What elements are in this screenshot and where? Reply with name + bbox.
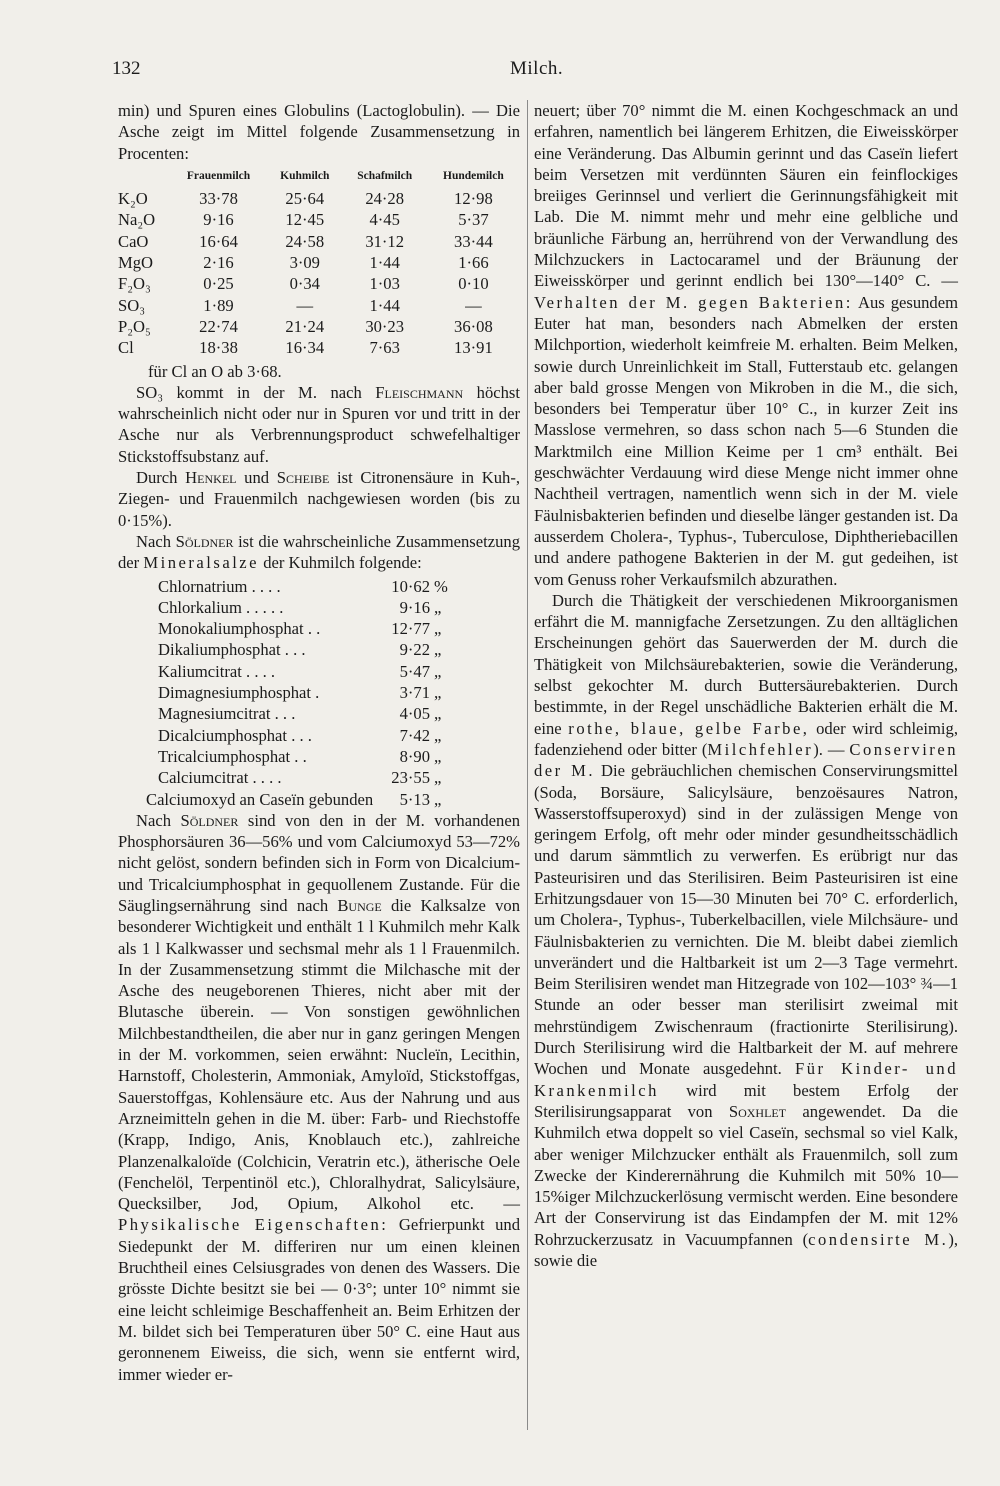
text-run: Aus gesundem Euter hat man, besonders nach Abmelken der ersten Milchportion, wiederholt keimfreie M. erhalten. Beim Melken, sowie durch Unreinlichkeit im Stall, Futterstaub etc. gelangen aber bald grosse Mengen von Mikroben in die M., die sich, besonders bei Temperatur über 10° C., in kurzer Zeit ins Masslose vermehren, so dass schon nach 5—6 Stunden die Marktmilch eine Million Keime per 1 cm³ enthält. Bei geschwächter Verdauung wird diese Menge nicht immer ohne Nachtheil vertragen, namentlich wenn sich in der M. viele Fäulnisbakterien befinden und dieselbe länger gestanden ist. Da ausserdem Cholera-, Typhus-, Tuberculose, Diphtheriebacillen und andere pathogene Bakterien in der M. gut gedeihen, ist vom Genuss roher Verkaufsmilch abzurathen.	[534, 292, 959, 589]
salt-value: 7·42	[399, 725, 430, 745]
spaced-term: Für Kinder- und Krankenmilch	[534, 1059, 958, 1100]
text-run: Durch die Thätigkeit der verschiedenen Mikroorganismen erfährt die M. mannigfache Zersetzungen. Zu den alltäglichen Erscheinungen gehört das Sauerwerden der M. durch die Thätigkeit von Milchsäurebakterien, sowie die Veränderung, selbst gekochter M. durch Buttersäurebakterien. Durch bestimmte, in der Regel unschädliche Bakterien erhält die M. eine	[534, 590, 958, 738]
value-cell: 30·23	[365, 316, 405, 336]
paragraph-citronensaeure	[118, 467, 520, 531]
salt-value: 4·05	[399, 704, 430, 724]
text-run: Die gebräuchlichen chemischen Conservirungsmittel (Soda, Borsäure, Salicylsäure, benzoësaures Natron, Wasserstoffsuperoxyd) sind in der zulässigen Menge von geringem Erfolg, oft mehr oder minder gesundheitsschädlich und darum sämmtlich zu verwerfen. Es erübrigt nur das Pasteurisiren und das Sterilisiren. Beim Pasteurisiren ist eine Erhitzungsdauer von 15—30 Minuten bei 70° C. erforderlich, um Cholera-, Typhus-, Tuberkelbacillen, viele Milchsäure- und Fäulnisbakterien zu vernichten. Die M. bleibt dabei ziemlich unverändert und die Haltbarkeit ist um 2—3 Tage vermehrt. Beim Sterilisiren wendet man Hitzegrade von 102—103° ¾—1 Stunde an oder besser man sterilisirt zweimal mit mehrstündigem Zwischenraum (fractionirte Sterilisirung). Durch Sterilisirung wird die Haltbarkeit der M. auf mehrere Wochen und Monate ausgedehnt.	[534, 761, 958, 1079]
formula-cell: MgO	[118, 253, 154, 273]
text-run: ist die wahrscheinliche Zusammensetzung der	[118, 531, 520, 573]
value-cell: 33·44	[454, 231, 493, 251]
salt-unit: „	[434, 661, 442, 681]
table-row	[158, 639, 458, 660]
value-cell: 5·37	[458, 210, 489, 230]
table-row	[158, 576, 458, 597]
salt-name: Chlorkalium . . . . .	[158, 597, 284, 617]
salt-value: 3·71	[399, 683, 430, 703]
paragraph-zersetzungen	[534, 590, 958, 1272]
value-cell: 25·64	[285, 189, 325, 209]
salt-unit: „	[434, 640, 442, 660]
salt-value: 5·47	[399, 661, 430, 681]
ash-table-header	[118, 166, 520, 188]
text-run: Nach	[136, 810, 181, 830]
salt-name: Calciumcitrat . . . .	[158, 768, 282, 788]
paragraph-erhitzen	[534, 100, 958, 590]
salt-value: 23·55	[391, 768, 430, 788]
value-cell: 4·45	[369, 210, 400, 230]
text-run: höchst wahrscheinlich nicht oder nur in Spuren vor und tritt in der Asche nur als Verbrennungsproduct schwefelhaltiger Stickstoffsubstanz auf.	[118, 382, 520, 466]
spaced-term: Conserviren der M.	[534, 739, 958, 781]
table-row	[118, 231, 520, 252]
value-cell: 3·09	[289, 253, 320, 273]
table-row	[118, 252, 520, 273]
formula-cell: F₂O₃	[118, 274, 151, 294]
text-run: ), sowie die	[534, 1229, 958, 1271]
value-cell: 0·34	[289, 274, 320, 294]
salt-name: Calciumoxyd an Caseïn gebunden	[146, 789, 374, 809]
value-cell: 9·16	[203, 210, 234, 230]
spaced-term: condensirte M.	[808, 1229, 949, 1249]
value-cell: 12·98	[454, 189, 493, 209]
value-cell: 16·64	[199, 231, 238, 251]
ash-header-hundemilch: Hundemilch	[443, 169, 504, 182]
salt-value: 10·62	[391, 576, 430, 596]
left-column	[118, 100, 520, 1385]
table-row	[118, 273, 520, 294]
value-cell: 1·03	[369, 274, 400, 294]
text-run: ). —	[813, 739, 850, 759]
ash-header-schafmilch: Schafmilch	[357, 169, 413, 182]
text-run: ist Citronensäure in Kuh-, Ziegen- und Frauenmilch nachgewiesen worden (bis zu 0·15%).	[118, 468, 521, 530]
formula-cell: Cl	[118, 338, 134, 358]
text-run: Durch	[136, 468, 186, 488]
salt-unit: „	[434, 597, 442, 617]
column-divider	[527, 100, 528, 1430]
table-row	[118, 209, 520, 230]
ash-table-body	[118, 188, 520, 358]
table-row	[158, 618, 458, 639]
text-run: neuert; über 70° nimmt die M. einen Kochgeschmack an und erfahren, namentlich bei längerem Erhitzen, die Eiweisskörper eine Veränderung. Das Albumin gerinnt und das Caseïn liefert beim Versetzen mit verdünnten Säuren ein feinflockiges breiiges Gerinnsel und verliert die Gerinnungsfähigkeit mit Lab. Die M. nimmt mehr und mehr eine gelbliche und bräunliche Färbung an, herrührend von der Verwandlung des Milchzuckers in Lactocaramel und der Bräunung der Eiweisskörper und gerinnt endlich bei 130°—140° C. —	[534, 101, 958, 291]
ash-header-blank	[118, 166, 170, 188]
value-cell: 7·63	[369, 338, 400, 358]
author-soeldner: Söldner	[175, 531, 234, 551]
value-cell: 16·34	[285, 338, 325, 358]
text-run: und	[236, 468, 277, 488]
table-row	[118, 188, 520, 209]
paragraph-so3	[118, 382, 520, 467]
table-row	[158, 682, 458, 703]
paragraph-phosphorsaeuren	[118, 810, 520, 1385]
text-run: wird mit bestem Erfolg der Sterilisirungsapparat von	[534, 1080, 958, 1121]
salt-name: Magnesiumcitrat . . .	[158, 704, 296, 724]
value-cell: 21·24	[285, 316, 325, 336]
formula-cell: K₂O	[118, 189, 148, 209]
salt-unit: „	[434, 704, 442, 724]
text-run: Gefrierpunkt und Siedepunkt der M. differiren nur um einen kleinen Bruchtheil eines Celsiusgrades von denen des Wassers. Die grösste Dichte besitzt sie bei — 0·3°; unter 10° nimmt sie eine leicht schleimige Beschaffenheit an. Beim Erhitzen der M. bildet sich bei Temperaturen über 50° C. eine Haut aus geronnenem Eiweiss, die sich, wenn sie entfernt wird, immer wieder er-	[118, 1215, 520, 1384]
running-title: Milch.	[510, 58, 564, 79]
salt-unit: %	[434, 576, 448, 596]
table-row	[158, 789, 458, 810]
author-soxhlet: Soxhlet	[728, 1101, 787, 1121]
salt-name: Chlornatrium . . . .	[158, 576, 281, 596]
value-cell: 1·89	[203, 295, 234, 315]
value-cell: 12·45	[285, 210, 325, 230]
table-row	[118, 295, 520, 316]
formula-cell: P₂O₅	[118, 316, 151, 336]
text-run: die Kalksalze von besonderer Wichtigkeit und enthält 1 l Kuhmilch mehr Kalk als 1 l Kalkwasser und sechsmal mehr als 1 l Frauenmilch. In der Zusammensetzung stimmt die Milchasche mit der Asche des neugeborenen Thieres, nicht aber mit der Blutasche überein. — Von sonstigen gewöhnlichen Milchbestandtheilen, die aber nur in ganz geringen Mengen in der M. vorkommen, seien erwähnt: Nucleïn, Lecithin, Harnstoff, Cholesterin, Ammoniak, Amyloïd, Stickstoffgas, Sauerstoffgas, Kohlensäure etc. Aus der Nahrung und aus Arzneimitteln gehen in die M. über: Farb- und Riechstoffe (Krapp, Indigo, Anis, Knoblauch etc.), zahlreiche Planzenalkaloïde (Colchicin, Veratrin etc.), ätherische Oele (Fenchelöl, Terpentinöl etc.), Chloralhydrat, Salicylsäure, Quecksilber, Jod, Opium, Alkohol etc. —	[118, 895, 520, 1214]
salt-name: Kaliumcitrat . . . .	[158, 661, 276, 681]
spaced-term: Milchfehler	[707, 739, 814, 759]
page-header	[112, 58, 960, 84]
salt-name: Dimagnesiumphosphat .	[158, 683, 320, 703]
salt-value: 9·22	[399, 640, 430, 660]
salt-value: 9·16	[399, 597, 430, 617]
text-run: angewendet. Da die Kuhmilch etwa doppelt so viel Caseïn, sechsmal so viel Kalk, aber weniger Milchzucker enthält als Frauenmilch, soll zum Zwecke der Kinderernährung die Kuhmilch mit 50% 10—15%iger Milchzuckerlösung vermischt werden. Eine besondere Art der Conservirung ist das Eindampfen der M. mit 12% Rohrzuckerzusatz in Vacuumpfannen (	[534, 1101, 958, 1249]
value-cell: 1·66	[458, 253, 489, 273]
value-cell: 0·25	[203, 274, 234, 294]
paragraph-mineralsalze	[118, 531, 520, 574]
salt-value: 8·90	[399, 746, 430, 766]
formula-cell: Na₂O	[118, 210, 156, 230]
value-cell: 22·74	[199, 316, 238, 336]
ash-composition-table	[118, 166, 520, 359]
value-cell: 0·10	[458, 274, 489, 294]
salt-name: Monokaliumphosphat . .	[158, 619, 321, 639]
table-row	[158, 597, 458, 618]
author-bunge: Bunge	[337, 895, 382, 915]
value-cell: 33·78	[199, 189, 238, 209]
spaced-term: rothe, blaue, gelbe Farbe,	[568, 718, 810, 738]
salt-name: Dikaliumphosphat . . .	[158, 640, 306, 660]
formula-cell: SO₃	[118, 295, 145, 315]
table-row	[158, 746, 458, 767]
salt-unit: „	[434, 619, 442, 639]
formula-cell: CaO	[118, 231, 149, 251]
text-run: oder wird schleimig, fadenziehend oder bitter (	[534, 718, 958, 759]
mineral-salts-table	[146, 576, 458, 810]
table-row	[158, 725, 458, 746]
text-run: Nach	[136, 531, 176, 551]
author-soeldner-2: Söldner	[180, 810, 239, 830]
table-row	[118, 337, 520, 358]
ash-header-frauenmilch: Frauenmilch	[186, 169, 251, 182]
salt-unit: „	[434, 725, 442, 745]
right-column	[534, 100, 958, 1271]
value-cell: 24·28	[365, 189, 405, 209]
table-row	[158, 661, 458, 682]
salt-unit: „	[434, 768, 442, 788]
salt-name: Dicalciumphosphat . . .	[158, 725, 312, 745]
salt-unit: „	[434, 683, 442, 703]
value-cell: 13·91	[454, 338, 493, 358]
value-cell: —	[296, 295, 314, 315]
author-scheibe: Scheibe	[276, 468, 330, 488]
table-row	[158, 703, 458, 724]
salt-value: 12·77	[391, 619, 430, 639]
spaced-term: Mineralsalze	[143, 553, 260, 573]
author-fleischmann: Fleischmann	[375, 382, 464, 402]
author-henkel: Henkel	[185, 468, 237, 488]
table-row	[158, 767, 458, 788]
text-run: der Kuhmilch folgende:	[259, 553, 422, 573]
spaced-term: Verhalten der M. gegen Bakterien:	[534, 292, 853, 312]
intro-paragraph: min) und Spuren eines Globulins (Lactoglobulin). — Die Asche zeigt im Mittel folgende Zusammensetzung in Procenten:	[118, 101, 520, 163]
value-cell: 36·08	[454, 316, 493, 336]
value-cell: 18·38	[199, 338, 238, 358]
table-row	[118, 316, 520, 337]
value-cell: 1·44	[369, 253, 400, 273]
salt-unit: „	[434, 746, 442, 766]
salt-name: Tricalciumphosphat . .	[158, 746, 307, 766]
page-number: 132	[112, 58, 141, 79]
value-cell: 24·58	[285, 231, 325, 251]
salt-unit: „	[434, 789, 442, 809]
value-cell: 31·12	[365, 231, 405, 251]
value-cell: 2·16	[203, 253, 234, 273]
value-cell: —	[465, 295, 482, 315]
salt-value: 5·13	[399, 789, 430, 809]
spaced-term: Physikalische Eigenschaften:	[118, 1215, 389, 1235]
value-cell: 1·44	[369, 295, 400, 315]
text-run: SO₃ kommt in der M. nach	[136, 382, 376, 402]
ash-header-kuhmilch: Kuhmilch	[280, 169, 330, 182]
ash-table-note: für Cl an O ab 3·68.	[148, 361, 282, 381]
text-run: sind von den in der M. vorhandenen Phosphorsäuren 36—56% und vom Calciumoxyd 53—72% nicht gelöst, sondern befinden sich in Form von Dicalcium- und Tricalciumphosphat in gequollenem Zustande. Für die Säuglingsernährung sind nach	[118, 810, 520, 915]
